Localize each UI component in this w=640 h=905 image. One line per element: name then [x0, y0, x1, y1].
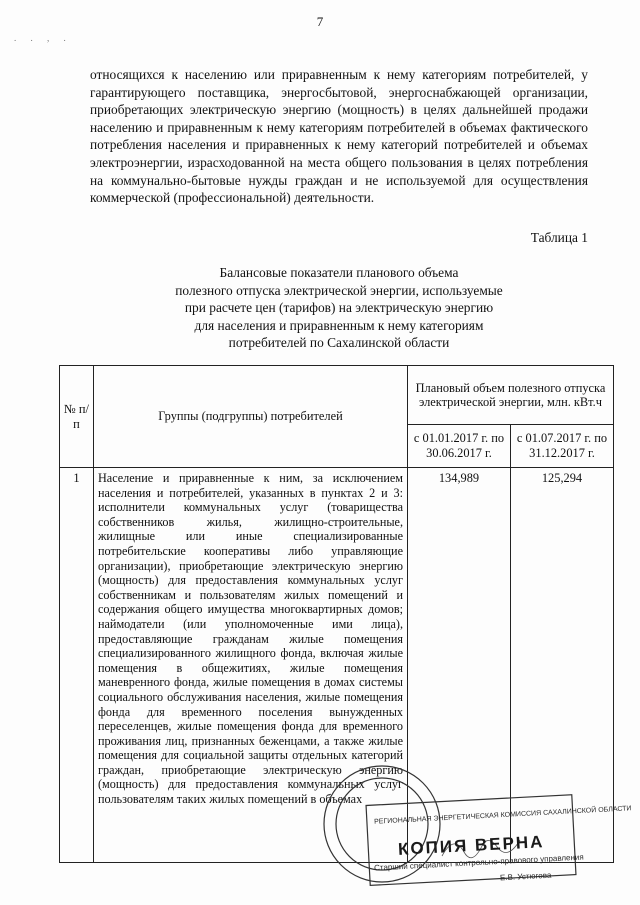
table-title-line: Балансовые показатели планового объема [219, 265, 459, 280]
balance-table [59, 365, 614, 863]
stamp-role: Старший специалист контрольно-правового управления [373, 852, 584, 873]
page-number: 7 [316, 14, 324, 29]
stamp-copy-text: КОПИЯ ВЕРНА [397, 832, 545, 859]
table-header-row [60, 366, 614, 425]
table-row [60, 468, 614, 863]
table-title-line: потребителей по Сахалинской области [228, 335, 450, 351]
table-title-line: полезного отпуска электрической энергии, используемые [175, 282, 503, 298]
row-value-period-2: 125,294 [511, 468, 614, 863]
header-num: № п/п [60, 366, 94, 468]
table-title-line: при расчете цен (тарифов) на электрическую энергию [184, 300, 494, 316]
table-title [90, 264, 588, 352]
table-label: Таблица 1 [530, 230, 588, 245]
header-volume: Плановый объем полезного отпуска электрической энергии, млн. кВт.ч [408, 366, 614, 425]
row-number: 1 [60, 468, 94, 863]
row-group-description: Население и приравненные к ним, за исключением населения и потребителей, указанных в пунктах 2 и 3: исполнители коммунальных услуг (товарищества собственников жилья, жилищно-строительные, жилищные или иные специализированные потребительские кооперативы либо управляющие организации), приобретающие электрическую энергию (мощность) для предоставления коммунальных услуг собственникам и пользователям жилых помещений и содержания общего имущества многоквартирных домов; наймодатели (или уполномоченные ими лица), предоставляющие гражданам жилые помещения специализированного жилищного фонда, включая жилые помещения в общежитиях, жилые помещения маневренного фонда, жилые помещения в домах системы социального обслуживания населения, жилые помещения фонда для временного поселения вынужденных переселенцев, жилые помещения фонда для временного проживания лиц, признанных беженцами, а также жилые помещения для социальной защиты отдельных категорий граждан, приобретающие электрическую энергию (мощность) для предоставления коммунальных услуг пользователям таких жилых помещений в объемах [94, 468, 408, 863]
intro-paragraph: относящихся к населению или приравненным к нему категориям потребителей, у гарантирующего поставщика, энергосбытовой, энергоснабжающей организации, приобретающих электрическую энергию (мощность) в целях дальнейшей продажи населению и приравненным к нему категориям потребителей в объемах фактического потребления населения и приравненных к нему категорий потребителей и объемах электроэнергии, израсходованной на места общего пользования в целях потребления на коммунально-бытовые нужды граждан и не используемой для осуществления коммерческой (профессиональной) деятельности. [90, 67, 588, 206]
header-group: Группы (подгруппы) потребителей [94, 366, 408, 468]
table-title-line: для населения и приравненным к нему категориям [194, 317, 484, 333]
stamp-signer-name: Е.В. Устюгова [499, 870, 552, 883]
scan-marks: . . , . [14, 33, 72, 43]
row-value-period-1: 134,989 [408, 468, 511, 863]
header-period-2: с 01.07.2017 г. по 31.12.2017 г. [511, 425, 614, 468]
stamp-organization: РЕГИОНАЛЬНАЯ ЭНЕРГЕТИЧЕСКАЯ КОМИССИЯ САХАЛИНСКОЙ ОБЛАСТИ [373, 805, 632, 826]
header-period-1: с 01.01.2017 г. по 30.06.2017 г. [408, 425, 511, 468]
